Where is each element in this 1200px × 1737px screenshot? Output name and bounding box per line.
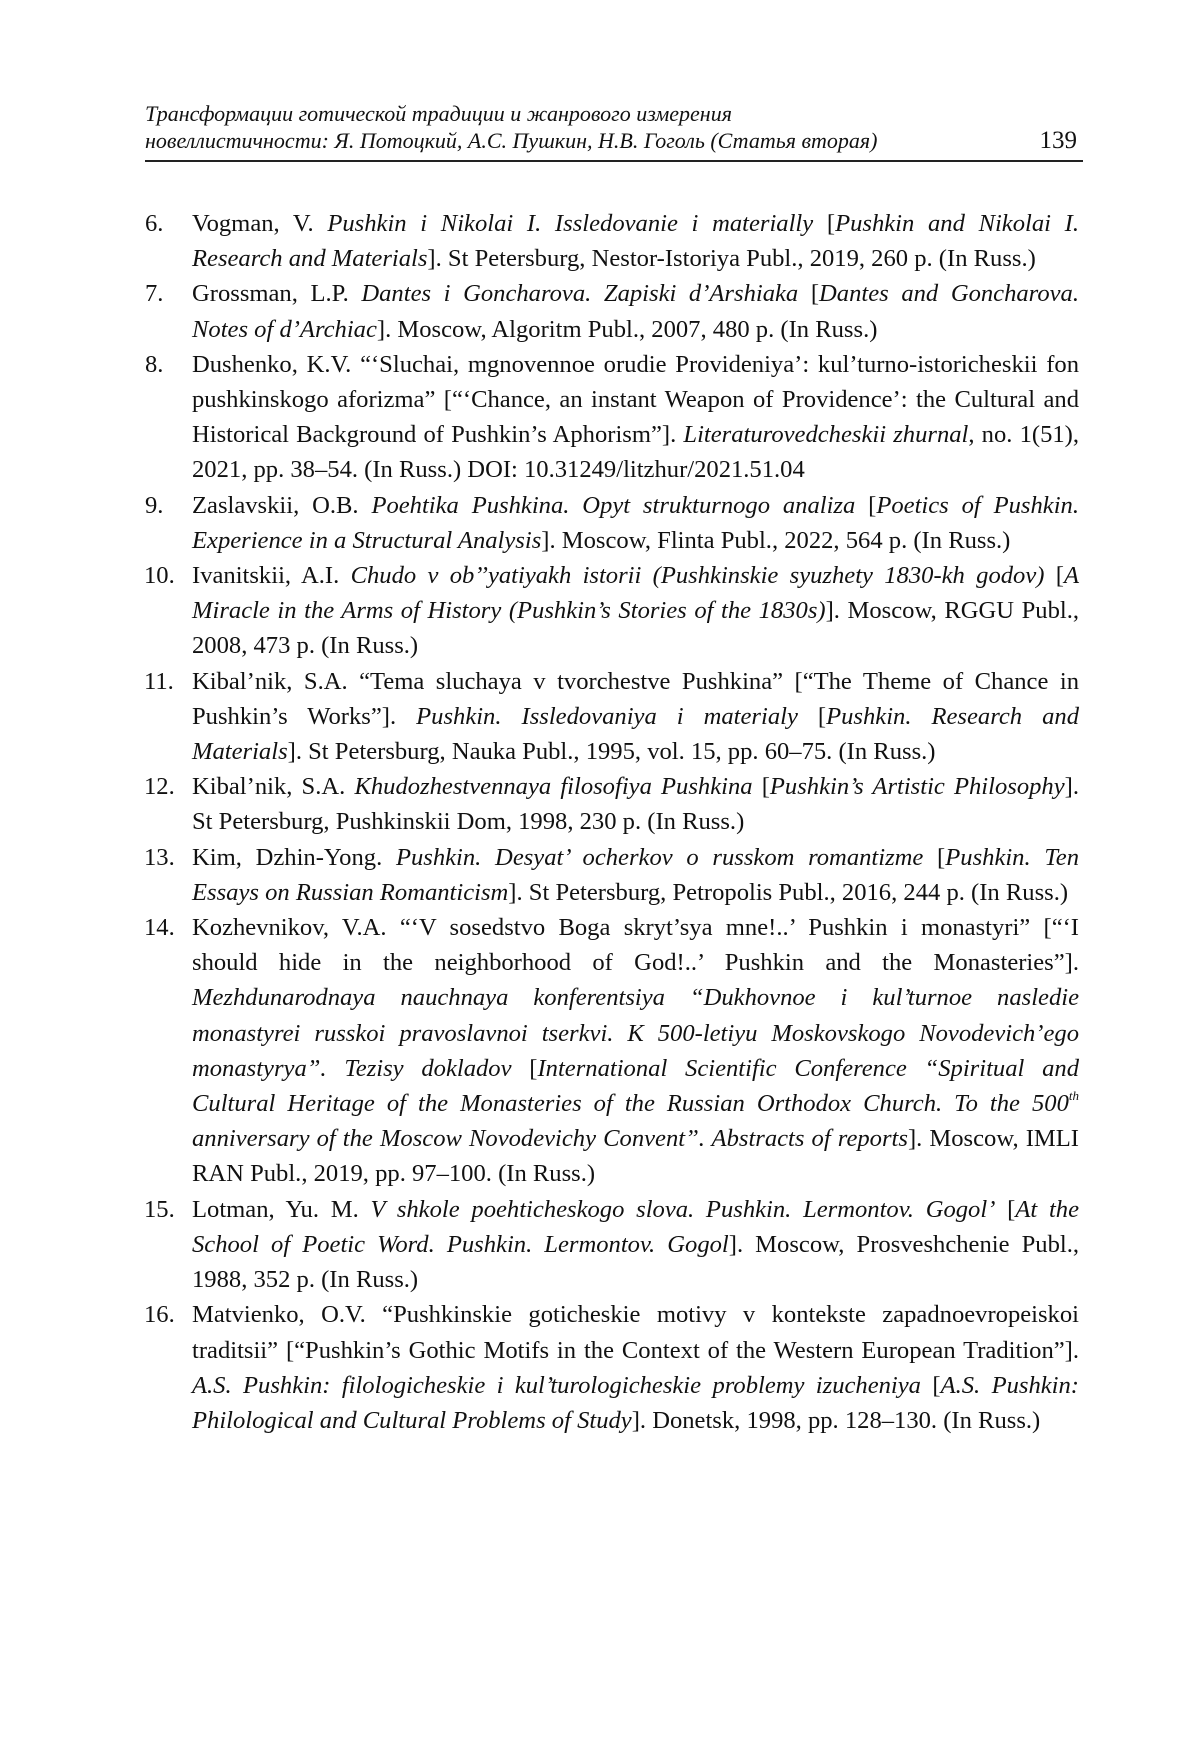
reference-title-text: At the School of Poetic Word. Pushkin. Lermontov. Gogol	[192, 1195, 1079, 1258]
reference-title-text: Pushkin. Research and Materials	[192, 702, 1079, 766]
header-line-2: новеллистичности: Я. Потоцкий, А.С. Пушкин, Н.В. Гоголь (Статья вторая)	[145, 128, 878, 153]
reference-text: [	[855, 491, 877, 519]
header-line-1: Трансформации готической традиции и жанрового измерения	[145, 101, 732, 126]
running-header	[145, 100, 1083, 162]
reference-title-text: A Miracle in the Arms of History (Pushkin’s Stories of the 1830s)	[192, 562, 1079, 625]
reference-text: ]. Moscow, Algoritm Publ., 2007, 480 p. (In Russ.)	[376, 315, 878, 343]
reference-list	[145, 206, 1079, 1438]
reference-item	[145, 1192, 1079, 1298]
reference-item	[145, 558, 1079, 664]
reference-text: ]. St Petersburg, Pushkinskii Dom, 1998, 230 p. (In Russ.)	[192, 773, 1079, 836]
reference-title-text: Pushkin. Ten Essays on Russian Romanticism	[192, 843, 1079, 906]
reference-text: ]. St Petersburg, Nauka Publ., 1995, vol. 15, pp. 60–75. (In Russ.)	[287, 738, 936, 766]
reference-item	[145, 347, 1079, 488]
reference-item	[145, 840, 1079, 910]
reference-title-text: Literaturovedcheskii zhurnal	[683, 421, 969, 449]
reference-text: [	[923, 843, 946, 871]
reference-item	[145, 206, 1079, 276]
reference-text: Ivanitskii, A.I.	[192, 562, 351, 590]
reference-text: ]. Moscow, Prosveshchenie Publ., 1988, 352 p. (In Russ.)	[192, 1230, 1079, 1294]
reference-item	[145, 664, 1079, 770]
reference-text: [	[1044, 562, 1064, 590]
reference-text: [	[920, 1371, 941, 1399]
reference-title-text: Pushkin. Desyat’ ocherkov o russkom romantizme	[395, 843, 924, 871]
reference-item	[145, 769, 1079, 839]
reference-text: ]. Donetsk, 1998, pp. 128–130. (In Russ.)	[631, 1406, 1041, 1434]
reference-text: Matvienko, O.V. “Pushkinskie goticheskie motivy v kontekste zapadnoevropeiskoi traditsii” [“Pushkin’s Gothic Motifs in the Context of the Western European Tradition”].	[192, 1301, 1079, 1364]
reference-title-text: Pushkin’s Artistic Philosophy	[769, 773, 1065, 801]
reference-text: [	[798, 280, 820, 308]
reference-text: Kozhevnikov, V.A. “‘V sosedstvo Boga skryt’sya mne!..’ Pushkin i monastyri” [“‘I should hide in the neighborhood of God!..’ Pushkin and the Monasteries”].	[192, 914, 1079, 977]
reference-title-text: Dantes and Goncharova. Notes of d’Archiac	[192, 280, 1079, 343]
reference-text: [	[813, 210, 836, 237]
reference-text: ]. St Petersburg, Nestor-Istoriya Publ., 2019, 260 p. (In Russ.)	[427, 245, 1036, 273]
reference-item	[145, 910, 1079, 1192]
reference-title-text: Dantes i Goncharova. Zapiski d’Arshiaka	[361, 280, 799, 308]
reference-text: Kim, Dzhin-Yong.	[192, 843, 396, 871]
reference-title-text: Poetics of Pushkin. Experience in a Structural Analysis	[192, 491, 1079, 554]
reference-title-text: Poehtika Pushkina. Opyt strukturnogo analiza	[371, 491, 856, 519]
reference-number: 13.	[144, 843, 175, 871]
reference-number: 11.	[144, 667, 174, 695]
reference-title-text: Pushkin. Issledovaniya i materialy	[416, 702, 798, 730]
reference-text: Vogman, V.	[192, 210, 328, 237]
reference-text: ]. Moscow, IMLI RAN Publ., 2019, pp. 97–100. (In Russ.)	[192, 1125, 1080, 1188]
reference-number: 14.	[144, 914, 175, 942]
reference-text: Zaslavskii, O.B.	[192, 491, 372, 519]
reference-text: [	[995, 1195, 1016, 1223]
reference-title-text: V shkole poehticheskogo slova. Pushkin. Lermontov. Gogol’	[370, 1195, 996, 1223]
reference-number: 6.	[145, 210, 164, 237]
reference-text: Dushenko, K.V. “‘Sluchai, mgnovennoe orudie Provideniya’: kul’turno-istoricheskii fon pushkinskogo aforizma” [“‘Chance, an instant Weapon of Providence’: the Cultural and Historical Background of Pushkin’s Aphorism”].	[192, 350, 1079, 449]
reference-number: 9.	[145, 491, 164, 519]
running-header-title	[145, 100, 1005, 154]
reference-title-text: Chudo v ob’’yatiyakh istorii (Pushkinskie syuzhety 1830-kh godov)	[350, 562, 1045, 590]
reference-text: Kibal’nik, S.A.	[192, 773, 355, 801]
reference-number: 7.	[145, 280, 164, 308]
reference-title-text: International Scientific Conference “Spiritual and Cultural Heritage of the Monasteries of the Russian Orthodox Church. To the 500	[192, 1054, 1079, 1118]
reference-number: 12.	[144, 773, 175, 801]
reference-title-text: A.S. Pushkin: filologicheskie i kul’turologicheskie problemy izucheniya	[192, 1371, 921, 1399]
reference-number: 10.	[144, 562, 175, 590]
reference-title-text: th	[1068, 1087, 1079, 1103]
reference-title-text: Pushkin i Nikolai I. Issledovanie i materially	[327, 210, 814, 237]
reference-number: 16.	[144, 1301, 175, 1329]
reference-title-text: Pushkin and Nikolai I. Research and Materials	[192, 210, 1080, 273]
page-number: 139	[1039, 127, 1077, 154]
reference-text: ]. Moscow, Flinta Publ., 2022, 564 p. (In Russ.)	[541, 526, 1011, 554]
reference-text: ]. St Petersburg, Petropolis Publ., 2016, 244 p. (In Russ.)	[508, 878, 1069, 906]
reference-text: Grossman, L.P.	[192, 280, 362, 308]
reference-title-text: Khudozhestvennaya filosofiya Pushkina	[354, 773, 753, 801]
reference-text: ]. Moscow, RGGU Publ., 2008, 473 p. (In Russ.)	[192, 597, 1079, 660]
reference-item	[145, 1297, 1079, 1438]
reference-title-text: anniversary of the Moscow Novodevichy Convent”. Abstracts of reports	[192, 1125, 908, 1153]
reference-text: [	[797, 702, 827, 730]
reference-number: 8.	[145, 350, 164, 378]
reference-text: Kibal’nik, S.A. “Tema sluchaya v tvorchestve Pushkina” [“The Theme of Chance in Pushkin’s Works”].	[192, 667, 1079, 730]
reference-item	[145, 488, 1079, 558]
reference-text: Lotman, Yu. M.	[192, 1195, 371, 1223]
reference-item	[145, 276, 1079, 346]
reference-title-text: A.S. Pushkin: Philological and Cultural Problems of Study	[192, 1371, 1079, 1434]
reference-title-text: Mezhdunarodnaya nauchnaya konferentsiya “Dukhovnoe i kul’turnoe nasledie monastyrei russkoi pravoslavnoi tserkvi. K 500-letiyu Moskovskogo Novodevich’ego monastyrya”. Tezisy dokladov	[192, 984, 1079, 1082]
reference-number: 15.	[144, 1195, 175, 1223]
reference-text: , no. 1(51), 2021, pp. 38–54. (In Russ.) DOI: 10.31249/litzhur/2021.51.04	[192, 421, 1080, 484]
reference-text: [	[752, 773, 770, 801]
reference-text: [	[511, 1054, 538, 1082]
